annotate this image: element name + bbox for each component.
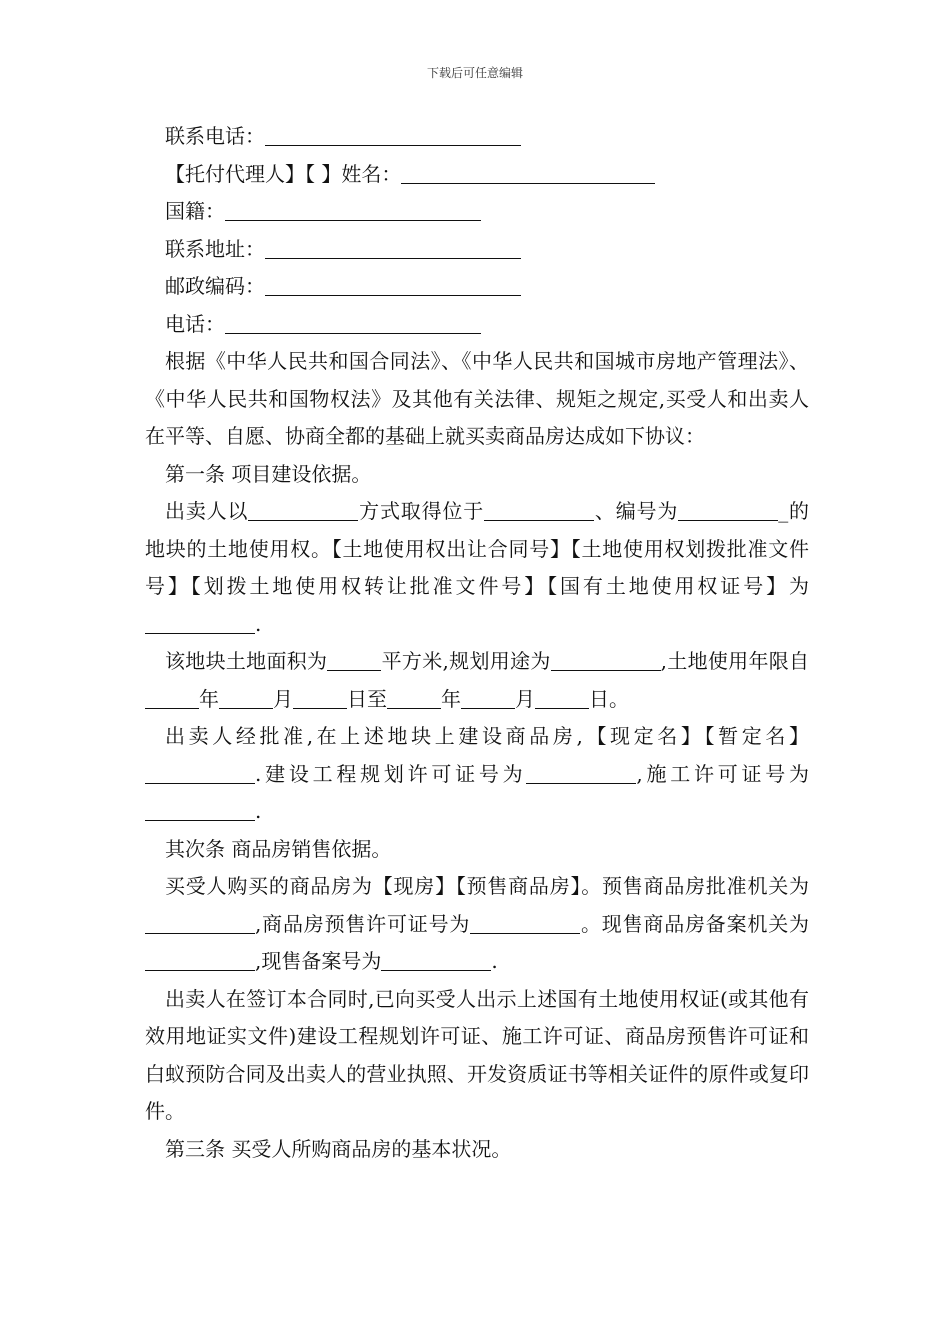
agent-name-label: 【托付代理人】【 】姓名： bbox=[165, 161, 402, 186]
filing-number-blank bbox=[381, 948, 491, 971]
land-area-blank bbox=[327, 648, 381, 671]
text-run: 出卖人经批准,在上述地块上建设商品房,【现定名】【暂定名】 bbox=[165, 724, 809, 748]
plot-number-blank bbox=[678, 498, 778, 521]
end-year-blank bbox=[387, 686, 441, 709]
start-month-blank bbox=[219, 686, 273, 709]
text-run: 方式取得位于 bbox=[358, 499, 485, 523]
contact-address-label: 联系地址： bbox=[165, 236, 265, 261]
text-run: 日。 bbox=[589, 686, 629, 711]
contact-phone-label: 联系电话： bbox=[165, 124, 265, 148]
text-run: 。现售商品房备案机关为 bbox=[580, 911, 810, 936]
postal-code-label: 邮政编码： bbox=[165, 274, 265, 298]
text-run: 日至 bbox=[347, 686, 387, 711]
text-run: _的地块的土地使用权。【土地使用权出让合同号】【土地使用权划拨批准文件号】【划拨土地使用权转让批准文件号】【国有土地使用权证号】为 bbox=[145, 499, 810, 598]
text-run: ,土地使用年限自 bbox=[660, 649, 810, 673]
text-run: ,商品房预售许可证号为 bbox=[255, 911, 471, 936]
phone-label: 电话： bbox=[165, 311, 225, 336]
article-2-paragraph-2: 出卖人在签订本合同时,已向买受人出示上述国有土地使用权证(或其他有效用地证实文件)建设工程规划许可证、施工许可证、商品房预售许可证和白蚁预防合同及出卖人的营业执照、开发资质证书等相关证件的原件或复印件。 bbox=[145, 986, 809, 1123]
text-run: 平方米,规划用途为 bbox=[381, 649, 551, 673]
text-run: 年 bbox=[199, 686, 219, 711]
article-2-paragraph-1 bbox=[145, 868, 809, 981]
text-run: . bbox=[491, 949, 498, 973]
text-run: 出卖人以 bbox=[165, 499, 249, 523]
end-day-blank bbox=[535, 686, 589, 709]
start-year-blank bbox=[145, 686, 199, 709]
text-run: 该地块土地面积为 bbox=[165, 649, 328, 673]
presale-authority-blank bbox=[145, 911, 255, 934]
agent-name-line bbox=[145, 156, 809, 194]
text-run: 月 bbox=[273, 686, 293, 711]
nationality-label: 国籍： bbox=[165, 199, 225, 223]
text-run: 月 bbox=[515, 686, 535, 711]
agent-name-blank bbox=[401, 161, 655, 184]
article-1-paragraph-1 bbox=[145, 493, 809, 643]
presale-permit-blank bbox=[470, 911, 580, 934]
article-3-title: 第三条 买受人所购商品房的基本状况。 bbox=[165, 1136, 512, 1161]
end-month-blank bbox=[461, 686, 515, 709]
land-location-blank bbox=[484, 498, 594, 521]
postal-code-line bbox=[145, 268, 809, 306]
contact-phone-blank bbox=[265, 123, 521, 146]
contact-address-blank bbox=[265, 236, 521, 259]
contract-body bbox=[145, 118, 809, 1168]
acquisition-method-blank bbox=[248, 498, 358, 521]
project-name-blank bbox=[145, 761, 255, 784]
text-run: ,施工许可证号为 bbox=[636, 761, 810, 786]
text-run: 买受人购买的商品房为【现房】【预售商品房】。预售商品房批准机关为 bbox=[165, 874, 809, 898]
planned-use-blank bbox=[551, 648, 661, 671]
construction-permit-blank bbox=[145, 798, 255, 821]
text-run: ,现售备案号为 bbox=[255, 949, 382, 973]
text-run: 年 bbox=[441, 686, 461, 711]
filing-authority-blank bbox=[145, 948, 255, 971]
contact-phone-line bbox=[145, 118, 809, 156]
article-1-paragraph-2 bbox=[145, 643, 809, 718]
article-1-title: 第一条 项目建设依据。 bbox=[165, 461, 372, 486]
text-run: . bbox=[255, 799, 262, 823]
nationality-line bbox=[145, 193, 809, 231]
text-run: . bbox=[255, 611, 262, 636]
page-header: 下载后可任意编辑 bbox=[426, 66, 523, 80]
nationality-blank bbox=[225, 198, 481, 221]
text-run: 、编号为 bbox=[594, 499, 679, 523]
phone-blank bbox=[225, 311, 481, 334]
article-2-title: 其次条 商品房销售依据。 bbox=[165, 836, 392, 861]
contact-address-line bbox=[145, 231, 809, 269]
article-1-paragraph-3 bbox=[145, 718, 809, 831]
postal-code-blank bbox=[265, 273, 521, 296]
start-day-blank bbox=[293, 686, 347, 709]
land-certificate-blank bbox=[145, 611, 255, 634]
intro-paragraph: 根据《中华人民共和国合同法》、《中华人民共和国城市房地产管理法》、《中华人民共和国物权法》及其他有关法律、规矩之规定,买受人和出卖人在平等、自愿、协商全都的基础上就买卖商品房达成如下协议： bbox=[145, 349, 809, 448]
text-run: .建设工程规划许可证号为 bbox=[255, 761, 527, 786]
phone-line bbox=[145, 306, 809, 344]
planning-permit-blank bbox=[526, 761, 636, 784]
